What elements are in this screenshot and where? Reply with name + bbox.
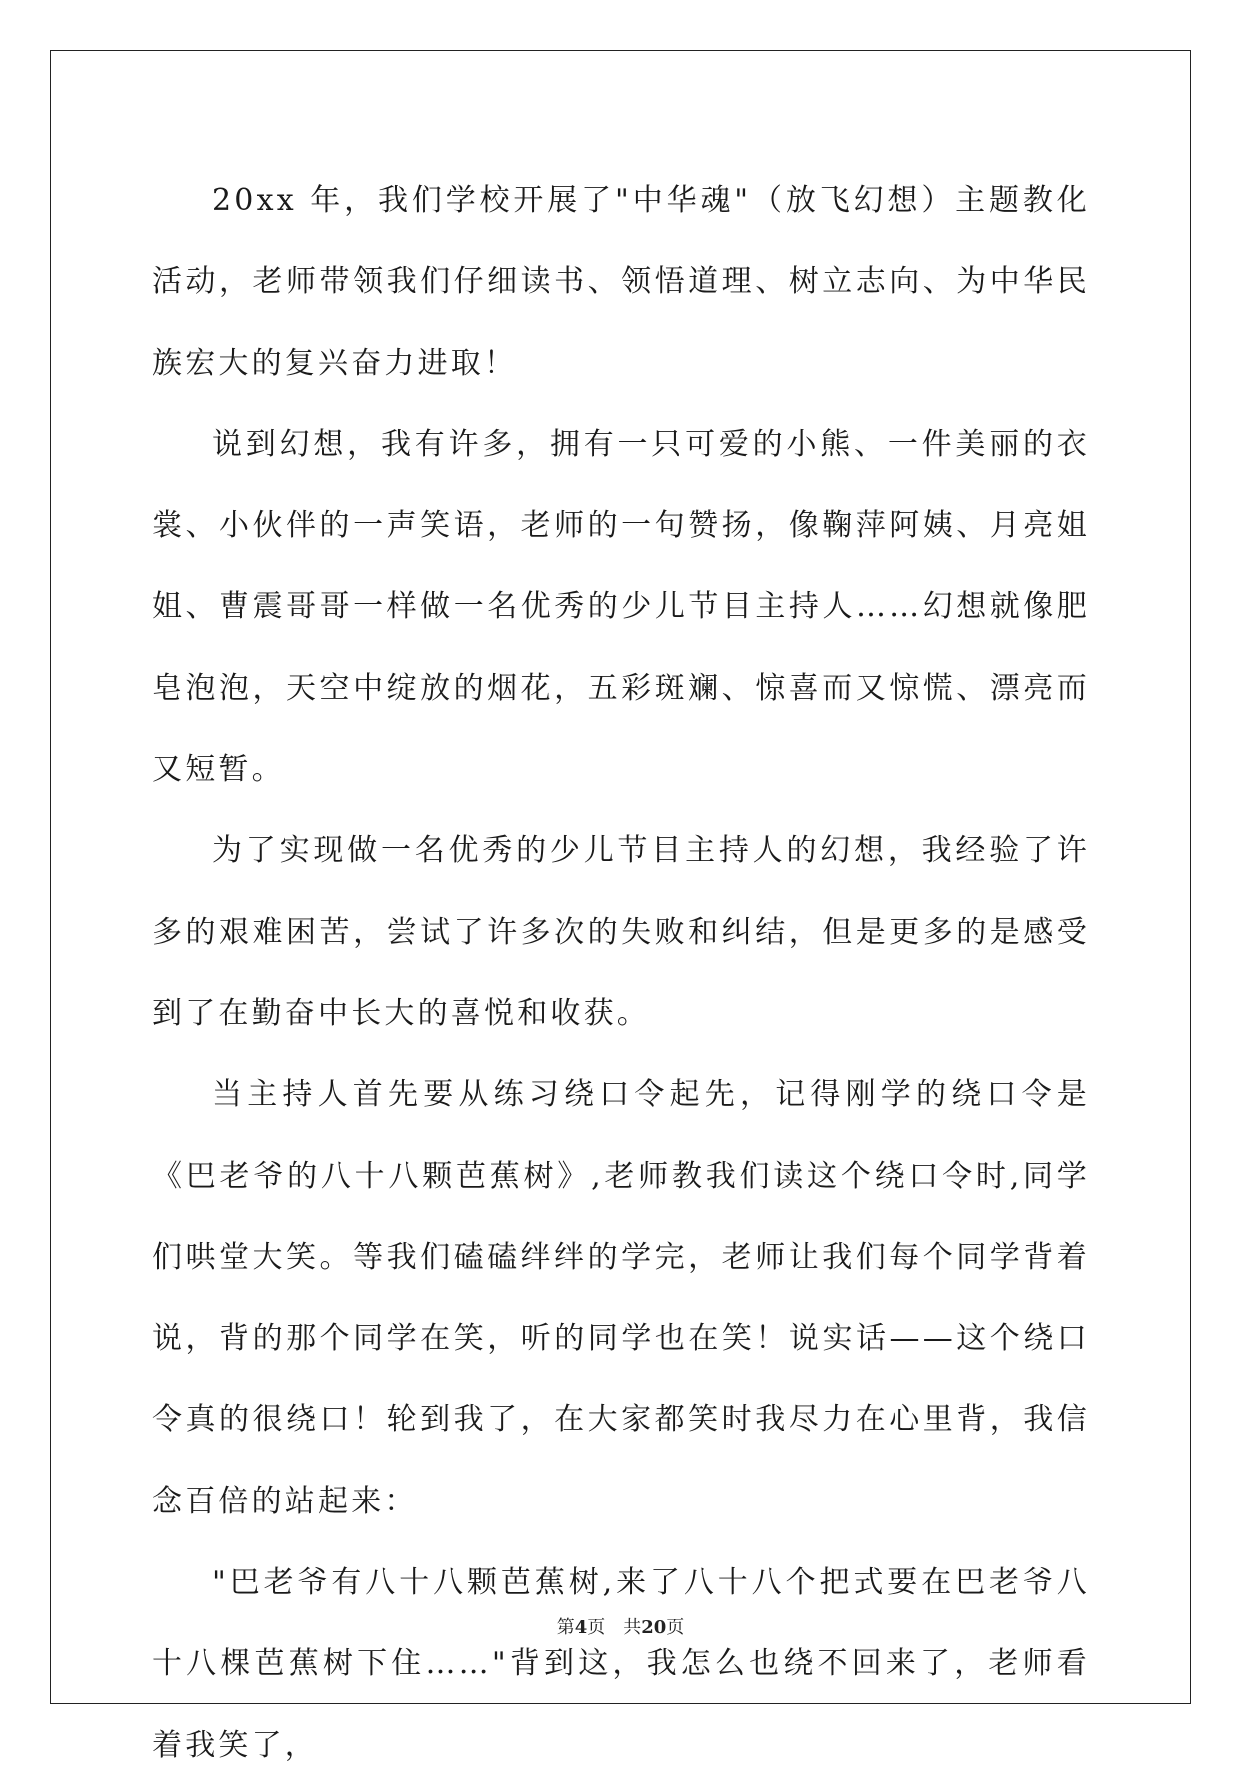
current-page-number: 4 (574, 1617, 588, 1638)
total-suffix: 页 (666, 1617, 685, 1638)
page-footer (0, 1613, 1241, 1639)
total-pages-number: 20 (641, 1617, 667, 1638)
page-prefix: 第 (556, 1617, 575, 1638)
page-suffix: 页 (587, 1617, 606, 1638)
paragraph-5: "巴老爷有八十八颗芭蕉树,来了八十八个把式要在巴老爷八十八棵芭蕉树下住……"背到这，我怎么也绕不回来了，老师看着我笑了， (152, 1565, 1090, 1763)
paragraph-4: 当主持人首先要从练习绕口令起先，记得刚学的绕口令是《巴老爷的八十八颗芭蕉树》,老师教我们读这个绕口令时,同学们哄堂大笑。等我们磕磕绊绊的学完，老师让我们每个同学背着说，背的那个同学在笑，听的同学也在笑！说实话——这个绕口令真的很绕口！轮到我了，在大家都笑时我尽力在心里背，我信念百倍的站起来： (152, 1077, 1090, 1519)
paragraph-3: 为了实现做一名优秀的少儿节目主持人的幻想，我经验了许多的艰难困苦，尝试了许多次的失败和纠结，但是更多的是感受到了在勤奋中长大的喜悦和收获。 (152, 833, 1090, 1031)
document-body (152, 160, 1090, 1786)
paragraph-1: 20xx 年，我们学校开展了"中华魂"（放飞幻想）主题教化活动，老师带领我们仔细读书、领悟道理、树立志向、为中华民族宏大的复兴奋力进取！ (152, 183, 1090, 381)
total-prefix: 共 (623, 1617, 642, 1638)
paragraph-2: 说到幻想，我有许多，拥有一只可爱的小熊、一件美丽的衣裳、小伙伴的一声笑语，老师的一句赞扬，像鞠萍阿姨、月亮姐姐、曹震哥哥一样做一名优秀的少儿节目主持人……幻想就像肥皂泡泡，天空中绽放的烟花，五彩斑斓、惊喜而又惊慌、漂亮而又短暂。 (152, 426, 1090, 788)
